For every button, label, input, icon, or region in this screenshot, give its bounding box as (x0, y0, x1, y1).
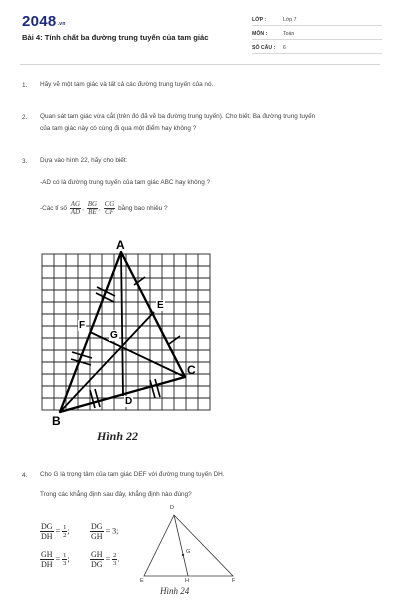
question-3-intro: Dựa vào hình 22, hãy cho biết: (40, 157, 128, 164)
question-1-text: Hãy vẽ một tam giác và tất cả các đường trung tuyến của nó. (40, 81, 214, 88)
meta-count-value: 6 (283, 45, 286, 51)
logo-suffix: .vn (57, 21, 66, 27)
question-2-line-1: Quan sát tam giác vừa cắt (trên đó đã vẽ ba đường trung tuyến). Cho biết: Ba đường trung tuyến (40, 113, 316, 120)
meta-class-value: Lớp 7 (283, 17, 297, 23)
figure-22-label-g: G (110, 330, 118, 341)
header-divider (20, 64, 380, 65)
meta-subject-key: MÔN : (252, 31, 268, 37)
statement-1: $\frac{DG}{DH}$ = $\frac{1}{2}$ ; (41, 522, 70, 541)
figure-22-label-b: B (52, 414, 61, 428)
figure-24-caption: Hình 24 (160, 586, 190, 596)
ratio-cg-cf: $\frac{CG}{CF}$ (104, 200, 115, 216)
figure-24-label-f: F (232, 578, 236, 584)
statement-2: $\frac{DG}{GH}$ = 3; (91, 522, 119, 541)
figure-24-label-h: H (185, 578, 190, 584)
meta-subject-value: Toán (283, 31, 295, 37)
ratio-bg-be: $\frac{BG}{BE}$ (87, 200, 98, 216)
meta-count (252, 42, 382, 54)
question-3-sub-1: -AD có là đường trung tuyến của tam giác ABC hay không ? (40, 179, 211, 186)
ratio-ag-ad: $\frac{AG}{AD}$ (70, 200, 81, 216)
question-2-line-2: của tam giác này có cùng đi qua một điểm hay không ? (40, 125, 197, 132)
question-4-number: 4. (22, 472, 28, 479)
ratio-suffix: bằng bao nhiêu ? (118, 205, 168, 213)
site-logo[interactable] (22, 13, 66, 30)
figure-22-label-c: C (187, 363, 196, 377)
figure-22-label-a: A (116, 238, 125, 252)
question-4-prompt: Trong các khẳng định sau đây, khẳng định nào đúng? (40, 491, 192, 498)
statement-3: $\frac{GH}{DH}$ = $\frac{1}{3}$ ; (41, 550, 70, 569)
question-4-intro: Cho G là trọng tâm của tam giác DEF với đường trung tuyến DH. (40, 471, 225, 478)
ratio-prefix: -Các tỉ số (40, 205, 67, 213)
statement-4: $\frac{GH}{DG}$ = $\frac{2}{3}$ . (91, 550, 120, 569)
meta-count-key: SỐ CÂU : (252, 45, 276, 51)
question-3-sub-2: -Các tỉ số $\frac{AG}{AD}$ , $\frac{BG}{BE}$ , $\frac{CG}{CF}$ bằng bao nhiêu ? (40, 200, 168, 216)
figure-24-label-e: E (140, 578, 144, 584)
lesson-title: Bài 4: Tính chất ba đường trung tuyến của tam giác (22, 33, 209, 42)
figure-22-grid (42, 254, 210, 410)
meta-class-key: LỚP : (252, 17, 267, 23)
figure-22-caption: Hình 22 (97, 429, 139, 443)
question-2-number: 2. (22, 114, 28, 121)
figure-22-triangle (60, 252, 185, 412)
meta-subject (252, 28, 382, 40)
figure-22-label-d: D (125, 396, 133, 407)
page-header (0, 0, 400, 62)
question-3-number: 3. (22, 158, 28, 165)
figure-24-label-d: D (170, 505, 175, 511)
figure-22-label-f: F (79, 320, 86, 331)
figure-24-label-g: G (186, 549, 191, 555)
figure-22-tick-marks (71, 277, 180, 408)
figure-22-label-e: E (157, 300, 164, 311)
question-1-number: 1. (22, 82, 28, 89)
logo-text: 2048 (22, 13, 57, 30)
meta-class (252, 14, 382, 26)
